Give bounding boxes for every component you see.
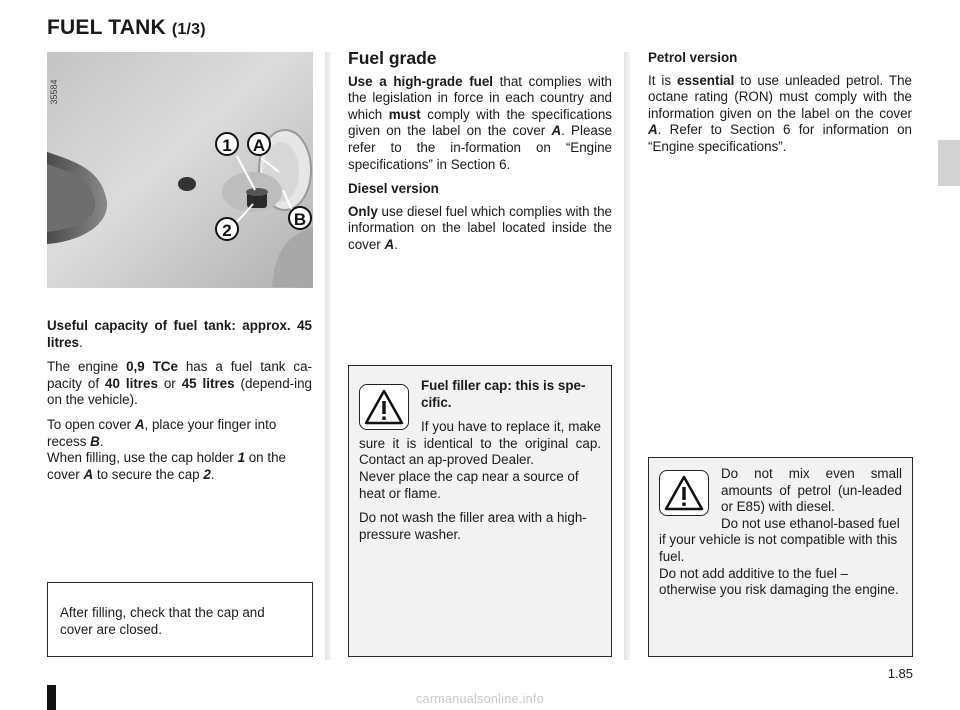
- engine-text-4: (depend-ing on the vehicle).: [47, 375, 312, 408]
- engine-text-2: has a fuel tank ca-pacity of: [47, 359, 313, 391]
- fuel-flap-photo: [47, 52, 313, 288]
- callout-B: B: [293, 210, 307, 229]
- fuel-mix-warning-3: Do not add additive to the fuel – otherwise you risk damaging the engine.: [659, 565, 899, 598]
- warning-triangle-svg: [664, 475, 704, 511]
- section-tab: [938, 140, 960, 186]
- fuel-grade-text-3: . Please refer to the in-formation on “Engine specifications” in Section 6.: [348, 123, 613, 172]
- page-title: [47, 16, 206, 40]
- cap-warning-p1: If you have to replace it, make sure it is identical to the original cap. Contact an ap-proved Dealer.: [359, 419, 601, 468]
- column-separator-right: [624, 52, 630, 660]
- diesel-text-1: use diesel fuel which complies with the information on the label located inside the cover: [348, 203, 612, 252]
- fuel-grade-text-1: that complies with the legislation in force in each country and which: [348, 73, 612, 122]
- diesel-bold: Only: [348, 203, 378, 219]
- fuel-mix-warning-box: [648, 457, 913, 657]
- cap-warning-text-1b: Never place the cap near a source of heat or flame.: [359, 468, 579, 501]
- fuel-grade-bold-1: Use a high-grade fuel: [348, 73, 493, 89]
- page-title-part: (1/3): [171, 21, 206, 38]
- right-column: [648, 50, 912, 164]
- fuel-grade-bold-2: must: [388, 106, 421, 122]
- petrol-text-3: . Refer to Section 6 for information on “Engine specifications”.: [648, 122, 912, 154]
- open-text-3: .: [99, 433, 104, 449]
- petrol-paragraph: [648, 73, 912, 156]
- page-number: 1.85: [887, 666, 913, 681]
- fuel-flap-illustration: [47, 52, 313, 288]
- capacity-paragraph: [47, 318, 312, 351]
- fuel-mix-warning-1: Do not mix even small amounts of petrol (un-leaded or E85) with diesel.: [721, 466, 902, 515]
- fuel-grade-text-2: comply with the specifications given on the label on the cover: [348, 106, 612, 139]
- note-text: After filling, check that the cap and cover are closed.: [60, 605, 265, 637]
- petrol-text-2: to use unleaded petrol. The octane rating (RON) must comply with the information given on the label on the cover: [648, 72, 912, 121]
- callout-A: A: [252, 136, 266, 155]
- cap-warning-title: Fuel filler cap: this is spe-cific.: [421, 378, 586, 410]
- fuel-mix-warning-2: Do not use ethanol-based fuel if your vehicle is not compatible with this fuel.: [659, 515, 900, 564]
- open-text-1: To open cover: [47, 416, 135, 432]
- page-title-text: FUEL TANK: [47, 16, 166, 39]
- watermark: carmanualsonline.info: [416, 692, 544, 706]
- petrol-ref-A: A: [648, 122, 658, 138]
- fuel-grade-heading: Fuel grade: [348, 48, 437, 68]
- open-text-6: to secure the cap: [93, 466, 204, 482]
- open-ref-1: 1: [237, 450, 246, 466]
- open-ref-A: A: [134, 416, 145, 432]
- open-ref-B: B: [90, 433, 100, 449]
- petrol-text-1: It is: [648, 72, 678, 88]
- fuel-grade-paragraph: [348, 74, 612, 174]
- note-box: [47, 582, 313, 657]
- capacity-period: .: [79, 334, 83, 350]
- cap-warning-box: [348, 365, 612, 657]
- engine-name: 0,9 TCe: [126, 359, 178, 375]
- warning-triangle-icon: [359, 384, 409, 430]
- middle-column: [348, 50, 612, 262]
- petrol-bold: essential: [677, 72, 735, 88]
- left-column: [47, 318, 312, 491]
- open-text-5: on the cover: [47, 450, 286, 482]
- engine-paragraph: [47, 359, 312, 409]
- engine-text-1: The engine: [47, 359, 127, 375]
- cap-warning-text-2: Do not wash the filler area with a high-pressure washer.: [359, 510, 587, 542]
- open-ref-2: 2: [203, 466, 211, 482]
- warning-triangle-icon: [659, 470, 709, 516]
- diesel-paragraph: [348, 204, 612, 254]
- open-text-7: .: [210, 466, 215, 482]
- diesel-ref-A: A: [384, 236, 395, 252]
- image-number: 35584: [49, 79, 59, 105]
- open-text-2: , place your finger into recess: [47, 416, 277, 449]
- petrol-heading: Petrol version: [648, 50, 738, 65]
- engine-capacity-40: 40 litres: [105, 375, 158, 391]
- callout-1: 1: [222, 136, 232, 155]
- open-ref-A2: A: [83, 466, 94, 482]
- diesel-text-2: .: [394, 236, 398, 252]
- capacity-bold: Useful capacity of fuel tank: approx. 45 litres: [47, 318, 312, 350]
- open-text-4: When filling, use the cap holder: [47, 450, 238, 466]
- engine-text-3: or: [157, 375, 182, 391]
- callout-2: 2: [222, 221, 232, 240]
- engine-capacity-45: 45 litres: [181, 375, 235, 391]
- column-separator-left: [325, 52, 331, 660]
- diesel-heading: Diesel version: [348, 181, 439, 197]
- opening-paragraph: [47, 417, 312, 483]
- fuel-grade-ref-A: A: [551, 123, 562, 139]
- warning-triangle-svg: [364, 389, 404, 425]
